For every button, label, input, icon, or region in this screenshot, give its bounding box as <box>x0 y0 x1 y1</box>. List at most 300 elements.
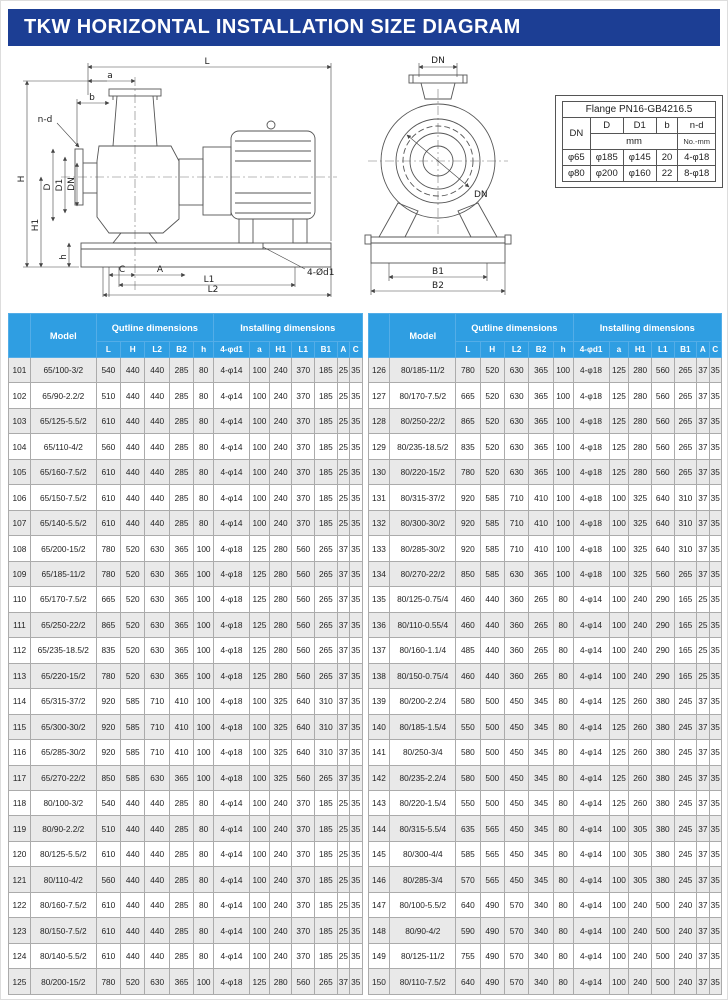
dimension-cell: 640 <box>292 689 315 714</box>
table-row <box>368 358 722 383</box>
dimension-cell: 35 <box>709 434 721 459</box>
table-row <box>368 485 722 510</box>
dimension-cell: 345 <box>529 841 553 866</box>
dimension-cell: 125 <box>609 765 629 790</box>
dimension-cell: 80 <box>553 867 573 892</box>
dimension-cell: 100 <box>553 561 573 586</box>
table-row <box>9 969 363 995</box>
dimension-cell: 125 <box>609 714 629 739</box>
dimension-cell: 410 <box>529 485 553 510</box>
dimension-cell: 450 <box>504 816 528 841</box>
dimension-cell: 520 <box>121 663 145 688</box>
dimension-cell: 125 <box>250 612 270 637</box>
model-cell: 80/185-1.5/4 <box>390 714 456 739</box>
dimension-cell: 710 <box>145 689 169 714</box>
dimension-cell: 370 <box>292 892 315 917</box>
dimension-cell: 460 <box>456 587 480 612</box>
model-cell: 80/185-11/2 <box>390 358 456 383</box>
dimension-cell: 240 <box>629 587 652 612</box>
dimension-cell: 100 <box>609 892 629 917</box>
dimension-cell: 4-φ18 <box>573 358 609 383</box>
dimension-cell: 25 <box>337 841 349 866</box>
dimension-cell: 290 <box>651 612 674 637</box>
svg-text:DN: DN <box>431 56 445 66</box>
svg-text:b: b <box>89 93 95 103</box>
dimension-cell: 640 <box>456 892 480 917</box>
table-row <box>368 510 722 535</box>
dimension-table-right <box>368 313 723 995</box>
flange-cell: φ80 <box>562 166 590 182</box>
dimension-cell: 345 <box>529 790 553 815</box>
dimension-cell: 165 <box>674 663 697 688</box>
dimension-cell: 265 <box>674 459 697 484</box>
dimension-cell: 240 <box>629 918 652 943</box>
dimension-cell: 100 <box>553 510 573 535</box>
model-cell: 80/125-5.5/2 <box>30 841 96 866</box>
dimension-cell: 80 <box>194 790 214 815</box>
dimension-cell: 585 <box>480 510 504 535</box>
dimension-cell: 100 <box>250 434 270 459</box>
row-number: 116 <box>9 740 31 765</box>
table-row <box>9 918 363 943</box>
model-cell: 65/235-18.5/2 <box>30 638 96 663</box>
model-cell: 80/170-7.5/2 <box>390 383 456 408</box>
row-number: 139 <box>368 689 390 714</box>
dimension-cell: 440 <box>121 408 145 433</box>
dimension-cell: 185 <box>315 485 338 510</box>
dimension-cell: 185 <box>315 943 338 968</box>
dimension-table-left <box>8 313 363 995</box>
header-col: L1 <box>292 342 315 358</box>
table-row <box>9 536 363 561</box>
dimension-cell: 35 <box>350 841 362 866</box>
dimension-cell: 490 <box>480 943 504 968</box>
model-cell: 80/110-0.55/4 <box>390 612 456 637</box>
dimension-cell: 100 <box>194 638 214 663</box>
dimension-cell: 240 <box>674 943 697 968</box>
dimension-cell: 4-φ14 <box>573 943 609 968</box>
dimension-cell: 540 <box>96 358 120 383</box>
dimension-cell: 100 <box>250 918 270 943</box>
dimension-cell: 280 <box>269 561 292 586</box>
dimension-cell: 100 <box>250 358 270 383</box>
dimension-cell: 245 <box>674 714 697 739</box>
dimension-cell: 37 <box>697 918 709 943</box>
dimension-cell: 35 <box>709 485 721 510</box>
dimension-cell: 440 <box>480 638 504 663</box>
dimension-cell: 630 <box>504 408 528 433</box>
dimension-cell: 280 <box>269 536 292 561</box>
flange-cell: φ65 <box>562 150 590 166</box>
dimension-cell: 280 <box>629 434 652 459</box>
dimension-cell: 245 <box>674 790 697 815</box>
dimension-cell: 35 <box>709 663 721 688</box>
header-col: C <box>709 342 721 358</box>
dimension-cell: 260 <box>629 740 652 765</box>
dimension-cell: 365 <box>169 612 193 637</box>
dimension-cell: 240 <box>269 358 292 383</box>
model-cell: 80/200-15/2 <box>30 969 96 995</box>
row-number: 127 <box>368 383 390 408</box>
dimension-cell: 240 <box>269 485 292 510</box>
flange-row <box>562 166 715 182</box>
dimension-cell: 310 <box>315 740 338 765</box>
row-number: 140 <box>368 714 390 739</box>
dimension-cell: 35 <box>350 638 362 663</box>
model-cell: 65/185-11/2 <box>30 561 96 586</box>
dimension-cell: 4-φ14 <box>214 943 250 968</box>
dimension-cell: 560 <box>292 536 315 561</box>
dimension-cell: 125 <box>250 638 270 663</box>
dimension-cell: 500 <box>480 790 504 815</box>
dimension-cell: 37 <box>337 714 349 739</box>
flange-unit: mm <box>590 134 678 150</box>
model-cell: 65/125-5.5/2 <box>30 408 96 433</box>
table-row <box>9 943 363 968</box>
dimension-cell: 560 <box>292 765 315 790</box>
dimension-cell: 100 <box>194 714 214 739</box>
row-number: 111 <box>9 612 31 637</box>
dimension-cell: 520 <box>480 408 504 433</box>
dimension-cell: 25 <box>337 790 349 815</box>
dimension-cell: 35 <box>350 383 362 408</box>
dimension-cell: 100 <box>250 816 270 841</box>
flange-cell: 4-φ18 <box>678 150 716 166</box>
dimension-cell: 365 <box>169 969 193 995</box>
dimension-cell: 37 <box>697 841 709 866</box>
dimension-cell: 360 <box>504 612 528 637</box>
dimension-cell: 500 <box>480 714 504 739</box>
dimension-cell: 185 <box>315 892 338 917</box>
row-number: 106 <box>9 485 31 510</box>
table-row <box>368 612 722 637</box>
header-num-blank <box>368 314 390 358</box>
dimension-cell: 835 <box>456 434 480 459</box>
dimension-cell: 325 <box>629 510 652 535</box>
dimension-cell: 35 <box>350 612 362 637</box>
dimension-cell: 100 <box>250 740 270 765</box>
dimension-cell: 630 <box>145 612 169 637</box>
dimension-cell: 4-φ18 <box>214 561 250 586</box>
svg-text:L2: L2 <box>207 285 219 295</box>
dimension-cell: 440 <box>145 510 169 535</box>
svg-text:D: D <box>43 183 53 191</box>
dimension-cell: 560 <box>651 434 674 459</box>
dimension-cell: 4-φ18 <box>573 485 609 510</box>
dimension-cell: 4-φ14 <box>214 383 250 408</box>
flange-col-b: b <box>656 118 678 134</box>
dimension-cell: 35 <box>350 714 362 739</box>
row-number: 128 <box>368 408 390 433</box>
dimension-cell: 640 <box>292 740 315 765</box>
dimension-cell: 185 <box>315 510 338 535</box>
header-col: h <box>194 342 214 358</box>
dimension-cell: 35 <box>709 765 721 790</box>
dimension-cell: 440 <box>480 587 504 612</box>
dimension-cell: 265 <box>315 587 338 612</box>
dimension-cell: 280 <box>629 459 652 484</box>
dimension-cell: 100 <box>250 510 270 535</box>
dimension-cell: 635 <box>456 816 480 841</box>
dimension-cell: 80 <box>553 765 573 790</box>
dimension-cell: 260 <box>629 765 652 790</box>
dimension-cell: 4-φ18 <box>573 408 609 433</box>
dimension-cell: 285 <box>169 358 193 383</box>
table-row <box>9 434 363 459</box>
dimension-cell: 37 <box>697 765 709 790</box>
model-cell: 80/270-22/2 <box>390 561 456 586</box>
dimension-cell: 285 <box>169 485 193 510</box>
dimension-cell: 380 <box>651 714 674 739</box>
dimension-cell: 630 <box>504 383 528 408</box>
model-cell: 80/235-2.2/4 <box>390 765 456 790</box>
dimension-cell: 380 <box>651 765 674 790</box>
dimension-cell: 500 <box>480 740 504 765</box>
dimension-cell: 585 <box>480 536 504 561</box>
model-cell: 80/250-3/4 <box>390 740 456 765</box>
size-table-left <box>8 313 363 995</box>
row-number: 105 <box>9 459 31 484</box>
table-row <box>368 918 722 943</box>
dimension-cell: 370 <box>292 358 315 383</box>
dimension-cell: 500 <box>651 969 674 995</box>
dimension-cell: 35 <box>350 510 362 535</box>
dimension-cell: 365 <box>169 765 193 790</box>
dimension-cell: 100 <box>553 536 573 561</box>
dimension-cell: 565 <box>480 816 504 841</box>
dimension-cell: 920 <box>96 740 120 765</box>
dimension-cell: 100 <box>609 536 629 561</box>
dimension-cell: 280 <box>269 663 292 688</box>
dimension-cell: 630 <box>504 561 528 586</box>
dimension-cell: 440 <box>145 485 169 510</box>
dimension-cell: 450 <box>504 714 528 739</box>
dimension-cell: 245 <box>674 765 697 790</box>
table-row <box>9 638 363 663</box>
header-model: Model <box>30 314 96 358</box>
model-cell: 65/200-15/2 <box>30 536 96 561</box>
dimension-cell: 35 <box>709 408 721 433</box>
dimension-cell: 37 <box>337 689 349 714</box>
dimension-cell: 265 <box>315 765 338 790</box>
dimension-cell: 25 <box>697 638 709 663</box>
dimension-cell: 37 <box>697 358 709 383</box>
dimension-cell: 460 <box>456 663 480 688</box>
dimension-cell: 4-φ14 <box>573 587 609 612</box>
dimension-cell: 920 <box>96 689 120 714</box>
model-cell: 65/270-22/2 <box>30 765 96 790</box>
dimension-cell: 35 <box>350 561 362 586</box>
dimension-cell: 440 <box>145 434 169 459</box>
dimension-cell: 4-φ18 <box>214 663 250 688</box>
header-col: a <box>250 342 270 358</box>
dimension-cell: 640 <box>651 510 674 535</box>
dimension-cell: 285 <box>169 408 193 433</box>
model-cell: 65/285-30/2 <box>30 740 96 765</box>
table-row <box>9 765 363 790</box>
dimension-cell: 37 <box>697 561 709 586</box>
dimension-cell: 440 <box>121 790 145 815</box>
dimension-cell: 80 <box>553 790 573 815</box>
dimension-cell: 500 <box>651 892 674 917</box>
dimension-cell: 185 <box>315 816 338 841</box>
dimension-cell: 35 <box>350 892 362 917</box>
dimension-cell: 37 <box>697 383 709 408</box>
dimension-cell: 570 <box>504 892 528 917</box>
dimension-cell: 35 <box>350 790 362 815</box>
dimension-cell: 285 <box>169 892 193 917</box>
dimension-cell: 610 <box>96 918 120 943</box>
svg-text:n-d: n-d <box>37 115 53 125</box>
dimension-cell: 125 <box>250 969 270 995</box>
dimension-cell: 37 <box>697 689 709 714</box>
dimension-cell: 100 <box>609 587 629 612</box>
dimension-cell: 185 <box>315 408 338 433</box>
dimension-cell: 520 <box>121 536 145 561</box>
dimension-cell: 610 <box>96 510 120 535</box>
dimension-cell: 345 <box>529 714 553 739</box>
dimension-cell: 450 <box>504 689 528 714</box>
model-cell: 80/125-11/2 <box>390 943 456 968</box>
dimension-cell: 345 <box>529 689 553 714</box>
dimension-cell: 100 <box>553 383 573 408</box>
dimension-cell: 370 <box>292 918 315 943</box>
dimension-cell: 35 <box>350 485 362 510</box>
dimension-cell: 365 <box>169 638 193 663</box>
dimension-cell: 370 <box>292 867 315 892</box>
dimension-cell: 245 <box>674 867 697 892</box>
dimension-cell: 165 <box>674 587 697 612</box>
dimension-cell: 100 <box>609 816 629 841</box>
svg-text:a: a <box>107 71 113 81</box>
dimension-cell: 500 <box>480 689 504 714</box>
dimension-cell: 365 <box>169 561 193 586</box>
dimension-cell: 4-φ14 <box>214 459 250 484</box>
dimension-cell: 240 <box>674 918 697 943</box>
dimension-cell: 240 <box>629 638 652 663</box>
dimension-cell: 325 <box>629 536 652 561</box>
dimension-cell: 630 <box>145 561 169 586</box>
table-row <box>9 459 363 484</box>
row-number: 123 <box>9 918 31 943</box>
flange-cell: 8-φ18 <box>678 166 716 182</box>
dimension-cell: 37 <box>697 510 709 535</box>
dimension-cell: 37 <box>697 434 709 459</box>
dimension-cell: 35 <box>709 841 721 866</box>
dimension-cell: 35 <box>350 663 362 688</box>
row-number: 118 <box>9 790 31 815</box>
dimension-cell: 80 <box>553 714 573 739</box>
dimension-cell: 35 <box>709 510 721 535</box>
dimension-cell: 585 <box>480 561 504 586</box>
model-cell: 65/100-3/2 <box>30 358 96 383</box>
dimension-cell: 710 <box>504 510 528 535</box>
model-cell: 80/125-0.75/4 <box>390 587 456 612</box>
dimension-cell: 25 <box>337 892 349 917</box>
dimension-cell: 370 <box>292 434 315 459</box>
table-row <box>368 714 722 739</box>
dimension-cell: 240 <box>674 969 697 995</box>
row-number: 149 <box>368 943 390 968</box>
dimension-cell: 35 <box>709 689 721 714</box>
dimension-cell: 630 <box>504 358 528 383</box>
dimension-cell: 4-φ14 <box>573 689 609 714</box>
dimension-cell: 4-φ18 <box>214 612 250 637</box>
model-cell: 80/110-7.5/2 <box>390 969 456 995</box>
dimension-cell: 80 <box>553 663 573 688</box>
dimension-cell: 370 <box>292 459 315 484</box>
row-number: 108 <box>9 536 31 561</box>
dimension-cell: 570 <box>504 943 528 968</box>
dimension-cell: 80 <box>553 689 573 714</box>
dimension-cell: 510 <box>96 383 120 408</box>
dimension-cell: 4-φ14 <box>573 612 609 637</box>
dimension-cell: 440 <box>480 612 504 637</box>
dimension-cell: 80 <box>194 867 214 892</box>
dimension-cell: 80 <box>553 587 573 612</box>
flange-unit-nd: No.-mm <box>678 134 716 150</box>
dimension-cell: 450 <box>504 841 528 866</box>
dimension-cell: 630 <box>145 638 169 663</box>
dimension-cell: 37 <box>337 969 349 995</box>
table-row <box>368 459 722 484</box>
dimension-cell: 585 <box>121 765 145 790</box>
row-number: 148 <box>368 918 390 943</box>
dimension-cell: 440 <box>121 358 145 383</box>
dimension-cell: 285 <box>169 459 193 484</box>
table-row <box>368 969 722 995</box>
flange-col-dn: DN <box>562 118 590 150</box>
dimension-cell: 560 <box>651 459 674 484</box>
drawings-section <box>1 51 728 309</box>
dimension-cell: 500 <box>651 943 674 968</box>
dimension-cell: 240 <box>269 918 292 943</box>
dimension-cell: 80 <box>553 612 573 637</box>
dimension-cell: 280 <box>269 638 292 663</box>
dimension-cell: 100 <box>250 459 270 484</box>
dimension-cell: 265 <box>315 638 338 663</box>
dimension-cell: 4-φ14 <box>573 790 609 815</box>
row-number: 120 <box>9 841 31 866</box>
dimension-cell: 365 <box>169 663 193 688</box>
dimension-cell: 365 <box>169 536 193 561</box>
header-col: L2 <box>145 342 169 358</box>
dimension-cell: 780 <box>96 663 120 688</box>
row-number: 134 <box>368 561 390 586</box>
dimension-cell: 310 <box>315 689 338 714</box>
dimension-cell: 125 <box>609 408 629 433</box>
dimension-cell: 80 <box>553 740 573 765</box>
dimension-cell: 35 <box>350 867 362 892</box>
dimension-cell: 285 <box>169 510 193 535</box>
dimension-cell: 37 <box>337 638 349 663</box>
dimension-cell: 265 <box>674 358 697 383</box>
dimension-cell: 100 <box>609 867 629 892</box>
dimension-cell: 25 <box>337 943 349 968</box>
dimension-cell: 4-φ14 <box>573 638 609 663</box>
pump-front-view-drawing <box>343 51 533 303</box>
dimension-cell: 100 <box>609 510 629 535</box>
row-number: 124 <box>9 943 31 968</box>
dimension-cell: 240 <box>629 969 652 995</box>
dimension-cell: 345 <box>529 867 553 892</box>
dimension-cell: 35 <box>709 892 721 917</box>
dimension-cell: 440 <box>121 918 145 943</box>
dimension-cell: 35 <box>709 714 721 739</box>
header-col: B1 <box>674 342 697 358</box>
dimension-cell: 290 <box>651 638 674 663</box>
dimension-cell: 100 <box>194 689 214 714</box>
